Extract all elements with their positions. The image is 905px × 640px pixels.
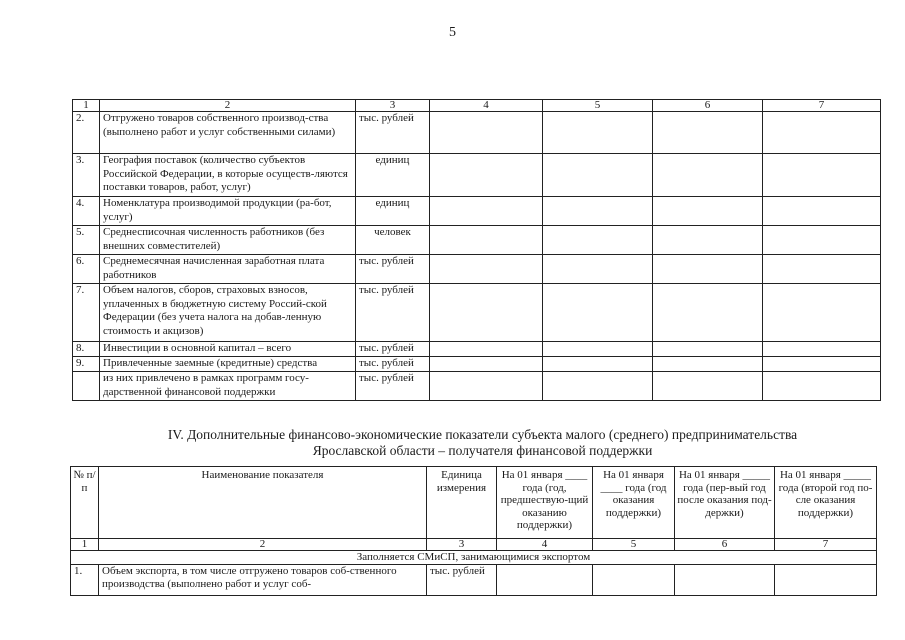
value-cell[interactable] <box>543 255 653 284</box>
value-cell[interactable] <box>763 197 881 226</box>
value-cell[interactable] <box>430 154 543 197</box>
unit: человек <box>356 226 430 255</box>
value-cell[interactable] <box>653 112 763 154</box>
value-cell[interactable] <box>430 284 543 342</box>
table-row <box>73 112 881 154</box>
column-number: 5 <box>593 539 675 551</box>
indicator-name: Объем налогов, сборов, страховых взносов, уплаченных в бюджетную систему Россий-ской Федерации (без учета налога на добав-ленную стоимость и акцизов) <box>100 284 356 342</box>
row-number: 4. <box>73 197 100 226</box>
value-cell[interactable] <box>653 342 763 357</box>
table-row <box>73 226 881 255</box>
unit: тыс. рублей <box>427 565 497 596</box>
value-cell[interactable] <box>543 112 653 154</box>
value-cell[interactable] <box>763 226 881 255</box>
value-cell[interactable] <box>430 342 543 357</box>
column-number: 6 <box>653 100 763 112</box>
value-cell[interactable] <box>653 197 763 226</box>
header-unit: Единица измерения <box>427 467 497 539</box>
value-cell[interactable] <box>497 565 593 596</box>
value-cell[interactable] <box>430 112 543 154</box>
value-cell[interactable] <box>543 372 653 401</box>
column-number: 3 <box>427 539 497 551</box>
section-title-line2: Ярославской области – получателя финансовой поддержки <box>312 443 653 458</box>
column-number-row <box>71 539 877 551</box>
value-cell[interactable] <box>763 284 881 342</box>
indicator-name: Объем экспорта, в том числе отгружено товаров соб-ственного производства (выполнено работ и услуг соб- <box>99 565 427 596</box>
value-cell[interactable] <box>430 372 543 401</box>
unit: тыс. рублей <box>356 112 430 154</box>
column-number: 6 <box>675 539 775 551</box>
column-number: 5 <box>543 100 653 112</box>
value-cell[interactable] <box>430 255 543 284</box>
value-cell[interactable] <box>653 372 763 401</box>
value-cell[interactable] <box>763 357 881 372</box>
value-cell[interactable] <box>430 226 543 255</box>
indicator-name: Привлеченные заемные (кредитные) средства <box>100 357 356 372</box>
value-cell[interactable] <box>675 565 775 596</box>
indicator-name: Номенклатура производимой продукции (ра-бот, услуг) <box>100 197 356 226</box>
row-number: 7. <box>73 284 100 342</box>
value-cell[interactable] <box>543 154 653 197</box>
indicator-name: Среднемесячная начисленная заработная плата работников <box>100 255 356 284</box>
column-number: 1 <box>71 539 99 551</box>
indicator-name: Среднесписочная численность работников (без внешних совместителей) <box>100 226 356 255</box>
unit: тыс. рублей <box>356 284 430 342</box>
additional-indicators-table <box>70 466 877 596</box>
table-row <box>73 342 881 357</box>
unit: тыс. рублей <box>356 255 430 284</box>
header-col7: На 01 января _____ года (второй год по-сле оказания поддержки) <box>775 467 877 539</box>
table-row <box>73 357 881 372</box>
section-title-line1: IV. Дополнительные финансово-экономические показатели субъекта малого (среднего) предпринимательства <box>167 427 798 442</box>
row-number: 2. <box>73 112 100 154</box>
header-col6: На 01 января _____ года (пер-вый год после оказания под-держки) <box>675 467 775 539</box>
value-cell[interactable] <box>543 284 653 342</box>
row-number: 9. <box>73 357 100 372</box>
row-number: 8. <box>73 342 100 357</box>
column-number: 1 <box>73 100 100 112</box>
indicators-table-continued <box>72 99 881 401</box>
column-number-row <box>73 100 881 112</box>
indicator-name: Отгружено товаров собственного производ-ства (выполнено работ и услуг собственными силами) <box>100 112 356 154</box>
table-row <box>73 372 881 401</box>
header-col5: На 01 января ____ года (год оказания поддержки) <box>593 467 675 539</box>
indicator-name: География поставок (количество субъектов Российской Федерации, в которые осуществ-ляются поставки товаров, работ, услуг) <box>100 154 356 197</box>
unit: тыс. рублей <box>356 342 430 357</box>
unit: тыс. рублей <box>356 357 430 372</box>
row-number: 1. <box>71 565 99 596</box>
unit: тыс. рублей <box>356 372 430 401</box>
table-row <box>73 154 881 197</box>
row-number <box>73 372 100 401</box>
row-number: 6. <box>73 255 100 284</box>
column-number: 2 <box>100 100 356 112</box>
value-cell[interactable] <box>653 154 763 197</box>
value-cell[interactable] <box>653 255 763 284</box>
value-cell[interactable] <box>543 197 653 226</box>
column-number: 4 <box>497 539 593 551</box>
column-number: 4 <box>430 100 543 112</box>
value-cell[interactable] <box>543 226 653 255</box>
value-cell[interactable] <box>763 112 881 154</box>
header-row <box>71 467 877 539</box>
value-cell[interactable] <box>430 357 543 372</box>
header-num: № п/п <box>71 467 99 539</box>
section-heading <box>60 427 905 459</box>
column-number: 7 <box>763 100 881 112</box>
value-cell[interactable] <box>430 197 543 226</box>
value-cell[interactable] <box>763 342 881 357</box>
column-number: 3 <box>356 100 430 112</box>
header-col4: На 01 января ____ года (год, предшествую-щий оказанию поддержки) <box>497 467 593 539</box>
indicator-name: из них привлечено в рамках программ госу-дарственной финансовой поддержки <box>100 372 356 401</box>
value-cell[interactable] <box>763 372 881 401</box>
fill-note-row <box>71 551 877 565</box>
value-cell[interactable] <box>543 357 653 372</box>
page-number: 5 <box>449 25 456 40</box>
table-row <box>73 197 881 226</box>
value-cell[interactable] <box>763 154 881 197</box>
fill-note: Заполняется СМиСП, занимающимися экспортом <box>71 551 877 565</box>
column-number: 7 <box>775 539 877 551</box>
unit: единиц <box>356 154 430 197</box>
value-cell[interactable] <box>543 342 653 357</box>
indicator-name: Инвестиции в основной капитал – всего <box>100 342 356 357</box>
unit: единиц <box>356 197 430 226</box>
table-row <box>71 565 877 596</box>
row-number: 3. <box>73 154 100 197</box>
value-cell[interactable] <box>593 565 675 596</box>
table-row <box>73 255 881 284</box>
value-cell[interactable] <box>653 357 763 372</box>
row-number: 5. <box>73 226 100 255</box>
table-row <box>73 284 881 342</box>
column-number: 2 <box>99 539 427 551</box>
value-cell[interactable] <box>775 565 877 596</box>
value-cell[interactable] <box>653 284 763 342</box>
header-name: Наименование показателя <box>99 467 427 539</box>
value-cell[interactable] <box>653 226 763 255</box>
value-cell[interactable] <box>763 255 881 284</box>
